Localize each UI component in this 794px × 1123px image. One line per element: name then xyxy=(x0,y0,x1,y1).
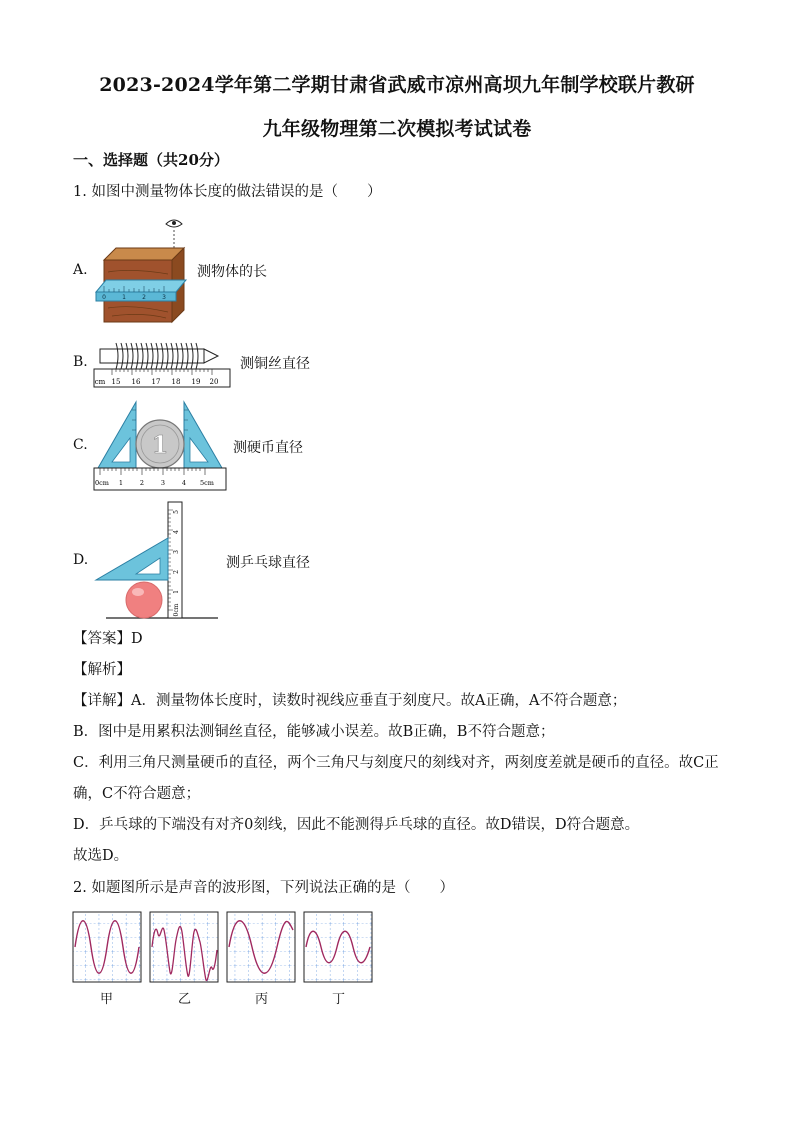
option-c-letter: C. xyxy=(73,437,88,453)
question-2-stem: 2. 如题图所示是声音的波形图，下列说法正确的是（ ） xyxy=(73,880,454,896)
wave-label-yi: 乙 xyxy=(178,992,192,1007)
figure-b-copper-wire-coil xyxy=(92,337,234,389)
ruler-b-tick-18: 18 xyxy=(171,378,181,386)
exam-title-line2: 九年级物理第二次模拟考试试卷 xyxy=(262,118,532,140)
ping-pong-ball-icon xyxy=(126,582,162,618)
wave-label-ding: 丁 xyxy=(332,992,346,1007)
coin-label: 1 xyxy=(151,430,169,459)
detail-line-c2: 确，C不符合题意； xyxy=(73,786,201,802)
analysis-label: 【解析】 xyxy=(73,662,131,678)
waveform-yi xyxy=(150,912,218,982)
ruler-d-tick-3: 3 xyxy=(173,550,180,554)
ruler-a-tick-2: 2 xyxy=(142,294,146,301)
option-b-letter: B. xyxy=(73,354,88,370)
section-heading: 一、选择题（共20分） xyxy=(73,151,229,169)
waveform-ding xyxy=(304,912,372,982)
detail-line-c1: C．利用三角尺测量硬币的直径，两个三角尺与刻度尺的刻线对齐，两刻度差就是硬币的直径。故C正 xyxy=(73,755,719,771)
ruler-b-unit: cm xyxy=(94,378,106,386)
ruler-d-tick-0: 0cm xyxy=(173,603,180,617)
option-c-text: 测硬币直径 xyxy=(233,440,303,456)
ruler-c-tick-4: 4 xyxy=(181,479,187,487)
ruler-d-tick-1: 1 xyxy=(173,590,180,594)
ruler-b-tick-20: 20 xyxy=(209,378,219,386)
option-b-text: 测铜丝直径 xyxy=(240,356,310,372)
ruler-b-tick-15: 15 xyxy=(111,378,121,386)
ruler-c-tick-5: 5cm xyxy=(200,479,214,487)
ruler-d-tick-4: 4 xyxy=(173,530,180,534)
conclusion-line: 故选D。 xyxy=(73,848,129,864)
figure-a-wood-block xyxy=(92,212,192,324)
option-a-text: 测物体的长 xyxy=(197,264,267,280)
ruler-d-tick-2: 2 xyxy=(173,570,180,574)
waveform-bing xyxy=(227,912,295,982)
option-d-letter: D. xyxy=(73,552,89,568)
ruler-a-tick-1: 1 xyxy=(122,294,126,301)
wave-label-bing: 丙 xyxy=(255,992,269,1007)
answer-line: 【答案】D xyxy=(73,631,143,647)
figure-d-ping-pong-ball xyxy=(92,500,222,622)
ruler-c-tick-2: 2 xyxy=(139,479,145,487)
option-a-letter: A. xyxy=(73,262,88,278)
waveform-figures xyxy=(72,910,374,984)
ruler-b-tick-19: 19 xyxy=(191,378,201,386)
detail-line-a: 【详解】A．测量物体长度时，读数时视线应垂直于刻度尺。故A正确，A不符合题意； xyxy=(73,693,627,709)
figure-c-coin-triangles xyxy=(92,400,228,492)
ruler-b-tick-16: 16 xyxy=(131,378,141,386)
option-d-text: 测乒乓球直径 xyxy=(226,555,310,571)
ruler-c-tick-0: 0cm xyxy=(95,479,109,487)
question-1-stem: 1. 如图中测量物体长度的做法错误的是（ ） xyxy=(73,184,382,200)
ruler-d-tick-5: 5 xyxy=(173,510,180,514)
waveform-jia xyxy=(73,912,141,982)
exam-title-line1: 2023-2024学年第二学期甘肃省武威市凉州高坝九年制学校联片教研 xyxy=(99,74,695,96)
ruler-c-tick-3: 3 xyxy=(160,479,166,487)
detail-line-d: D．乒乓球的下端没有对齐0刻线，因此不能测得乒乓球的直径。故D错误，D符合题意。 xyxy=(73,817,640,833)
detail-line-b: B．图中是用累积法测铜丝直径，能够减小误差。故B正确，B不符合题意； xyxy=(73,724,555,740)
wave-label-jia: 甲 xyxy=(100,992,114,1007)
ruler-c-tick-1: 1 xyxy=(118,479,124,487)
ruler-a-tick-3: 3 xyxy=(162,294,166,301)
ruler-b-tick-17: 17 xyxy=(151,378,161,386)
ruler-a-tick-0: 0 xyxy=(102,294,106,301)
